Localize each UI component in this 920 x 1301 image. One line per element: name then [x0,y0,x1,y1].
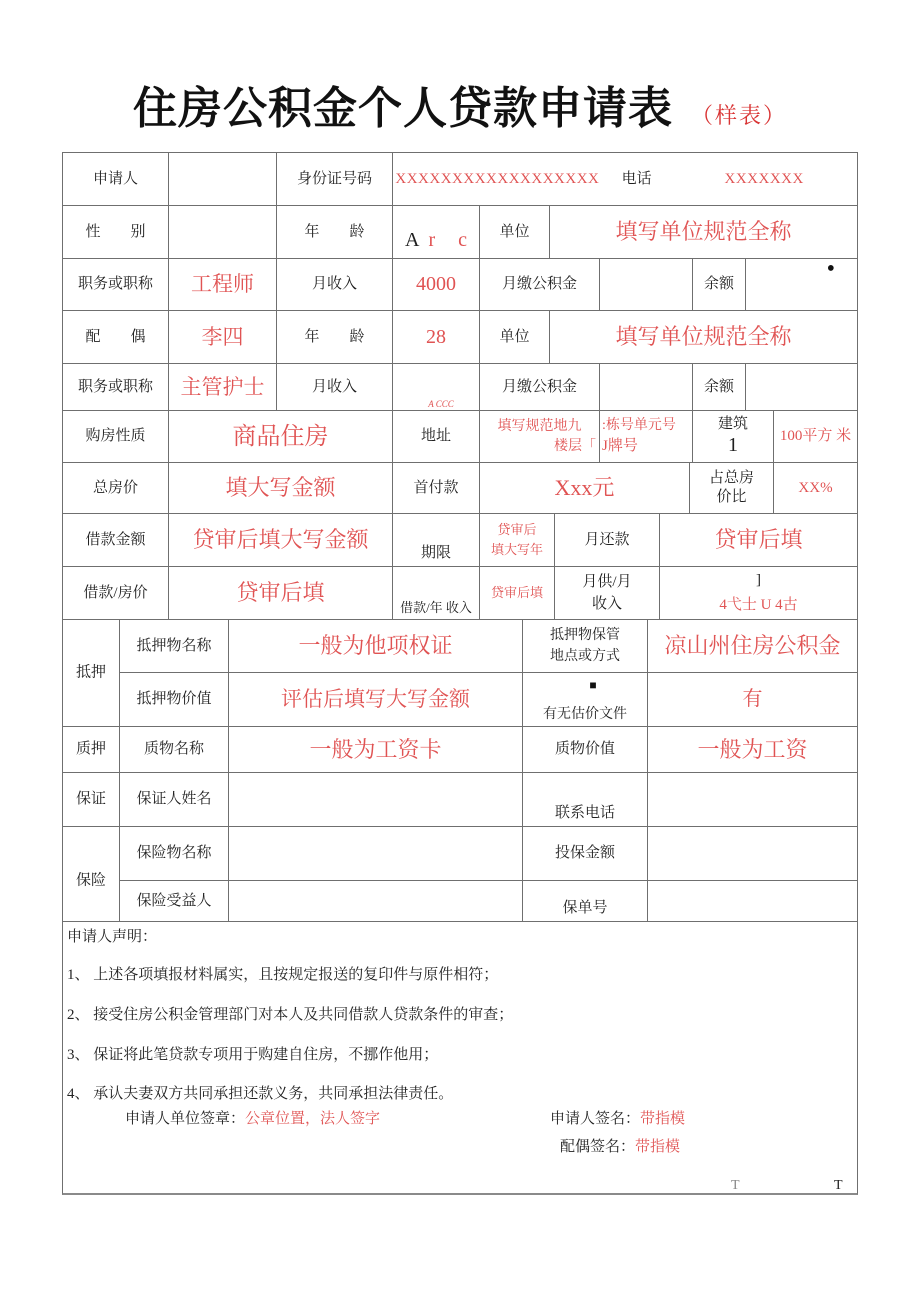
row-loan-amount [63,514,857,567]
collateral-name-label: 抵押物名称 [120,620,229,673]
id-number-label: 身份证号码 [277,153,393,206]
beneficiary-value-cell [229,881,523,922]
pledge-group-label: 质押 [63,727,120,773]
row-declaration [63,922,857,1193]
declaration-item-2: 2、 接受住房公积金管理部门对本人及共同借款人贷款条件的审查； [67,1007,514,1023]
spouse-occupation-label: 职务或职称 [63,364,169,411]
supply-income-label-cell [555,567,660,620]
collateral-keep-label-2: 地点或方式 [550,649,620,664]
monthly-repayment-value: 贷审后填 [660,514,857,567]
spouse-signature-value: 带指模 [635,1139,681,1155]
price-ratio-label-1: 占总房 [708,470,754,487]
term-value-1: 贷审后 [497,521,537,537]
row-occupation-1 [63,256,857,311]
age-value-cell [393,206,480,259]
balance-label: 余额 [693,259,746,311]
collateral-keep-label-1: 抵押物保管 [550,627,620,643]
phone-label: 电话 [621,170,652,187]
supply-income-label-1: 月供/月 [582,573,632,590]
insured-amount-value-cell [648,827,857,881]
row-collateral-name [63,620,857,681]
spouse-age-value: 28 [393,311,480,364]
down-payment-value: Xxx元 [480,463,690,514]
building-area-value: 100平方 米 [774,411,857,463]
spouse-label: 配 偶 [63,311,169,364]
supply-income-value-black: ] [756,572,761,589]
building-area-label-cell [693,411,774,463]
loan-price-ratio-value: 贷审后填 [169,567,393,620]
bullet-dot-mark: • [826,256,835,282]
loan-price-ratio-label: 借款/房价 [63,567,169,620]
price-ratio-label-cell [690,463,774,514]
address-value-right-cell [600,411,693,463]
guarantor-name-value-cell [229,773,523,827]
unit-label: 单位 [480,206,550,259]
spouse-fund-label: 月缴公积金 [480,364,600,411]
loan-income-ratio-value: 贷审后填 [480,567,555,620]
address-value-left-cell [480,411,600,463]
spouse-age-label: 年 龄 [277,311,393,364]
term-value-2: 填大写年 [490,542,543,557]
pledge-value-label: 质物价值 [523,727,648,773]
page-title [0,72,920,136]
term-label: 期限 [393,514,480,567]
sample-tag: （样表） [690,103,787,128]
loan-amount-label: 借款金额 [63,514,169,567]
id-number-value: XXXXXXXXXXXXXXXXXX [395,170,600,187]
spouse-name-value: 李四 [169,311,277,364]
collateral-value-label: 抵押物价值 [120,673,229,727]
applicant-label: 申请人 [63,153,169,206]
collateral-keep-value: 凉山州住房公积金 [648,620,857,673]
income-note: A CCC [428,398,454,409]
row-loan-price-ratio [63,567,857,620]
beneficiary-label: 保险受益人 [120,881,229,922]
row-spouse [63,311,857,364]
insured-item-value-cell [229,827,523,881]
building-area-label-1: 建筑 [717,415,748,432]
appraisal-doc-cell [523,673,648,727]
occupation-label: 职务或职称 [63,259,169,311]
row-insurance-name [63,827,857,889]
insured-item-label: 保险物名称 [120,827,229,881]
spouse-fund-value-cell [600,364,693,411]
declaration-heading: 申请人声明： [67,929,158,945]
total-price-label: 总房价 [63,463,169,514]
pledge-name-label: 质物名称 [120,727,229,773]
supply-income-value-cell [660,567,857,620]
gender-label: 性 别 [63,206,169,259]
appraisal-doc-value: 有 [648,673,857,727]
insurance-group-cell [63,827,120,889]
supply-income-label-2: 收入 [591,595,622,612]
phone-value: XXXXXXX [724,170,804,187]
spouse-income-value-cell [393,364,480,411]
guarantor-name-label: 保证人姓名 [120,773,229,827]
collateral-name-value: 一般为他项权证 [229,620,523,673]
unit-signature-line [125,1110,380,1129]
policy-number-label: 保单号 [523,881,648,922]
row-occupation-2 [63,364,857,411]
stray-t-mark-right: T [834,1178,843,1193]
pledge-name-value: 一般为工资卡 [229,727,523,773]
row-guarantee [63,773,857,827]
insurance-group-label: 保险 [75,872,106,889]
building-area-label-2: 1 [728,434,738,457]
spouse-signature-line [560,1138,680,1157]
address-line-1: 填写规范地九 [497,419,582,434]
down-payment-label: 首付款 [393,463,480,514]
house-type-label: 购房性质 [63,411,169,463]
fund-label: 月缴公积金 [480,259,600,311]
collateral-value-value: 评估后填写大写金额 [229,673,523,727]
contact-phone-label: 联系电话 [523,773,648,827]
declaration-item-1: 1、 上述各项填报材料属实，且按规定报送的复印件与原件相符； [67,967,499,983]
supply-income-value-red: 4弋士 U 4古 [719,597,798,613]
pledge-value-value: 一般为工资 [648,727,857,773]
row-insurance-beneficiary [63,881,857,922]
unit-signature-label: 申请人单位签章： [125,1111,246,1127]
row-pledge [63,727,857,773]
spouse-balance-label: 余额 [693,364,746,411]
appraisal-doc-label: 有无估价文件 [543,706,627,722]
address-label: 地址 [393,411,480,463]
age-label: 年 龄 [277,206,393,259]
guarantee-group-label: 保证 [63,773,120,827]
balance-value-cell [746,256,857,311]
age-value-red: r c [428,229,476,251]
form-title: 住房公积金个人贷款申请表 [132,84,673,133]
declaration-cell [63,922,857,1193]
income-label: 月收入 [277,259,393,311]
loan-income-ratio-label: 借款/年 收入 [393,567,480,620]
applicant-value-cell [169,153,277,206]
spouse-balance-value-cell [746,364,857,411]
stray-t-mark-left: T [731,1178,740,1193]
collateral-keep-label-cell [523,620,648,673]
row-house-type [63,411,857,463]
spouse-income-label: 月收入 [277,364,393,411]
applicant-signature-label: 申请人签名： [550,1111,641,1127]
total-price-value: 填大写金额 [169,463,393,514]
row-gender [63,206,857,259]
spouse-unit-value: 填写单位规范全称 [550,311,857,364]
applicant-signature-value: 带指模 [640,1111,686,1127]
declaration-item-3: 3、 保证将此笔贷款专项用于购建自住房，不挪作他用； [67,1047,439,1063]
price-ratio-value: XX% [774,463,857,514]
application-form-table [62,152,858,1195]
address-line-2: 楼层「 [554,438,596,454]
loan-amount-value: 贷审后填大写金额 [169,514,393,567]
id-phone-cell [393,153,857,206]
insured-amount-label: 投保金额 [523,827,648,881]
unit-value: 填写单位规范全称 [550,206,857,259]
fund-value-cell [600,259,693,311]
row-applicant [63,153,857,206]
spouse-occupation-value: 主管护士 [169,364,277,411]
unit-signature-value: 公章位置，法人签字 [245,1111,381,1127]
income-value: 4000 [393,259,480,311]
term-value-cell [480,514,555,567]
row-collateral-value [63,673,857,727]
monthly-repayment-label: 月还款 [555,514,660,567]
declaration-item-4: 4、 承认夫妻双方共同承担还款义务，共同承担法律责任。 [67,1086,454,1102]
contact-phone-value-cell [648,773,857,827]
age-value-black: A [405,229,420,251]
house-type-value: 商品住房 [169,411,393,463]
applicant-signature-line [550,1110,685,1129]
spouse-unit-label: 单位 [480,311,550,364]
collateral-group-label: 抵押 [75,664,106,681]
price-ratio-label-2: 价比 [716,489,747,505]
row-total-price [63,463,857,514]
address-line-4: J牌号 [602,437,638,454]
policy-number-value-cell [648,881,857,922]
gender-value-cell [169,206,277,259]
checkbox-square-mark: ■ [589,678,597,692]
occupation-value: 工程师 [169,259,277,311]
collateral-group-cell [63,620,120,681]
spouse-signature-label: 配偶签名： [560,1139,636,1155]
address-line-3: :栋号单元号 [602,418,676,434]
